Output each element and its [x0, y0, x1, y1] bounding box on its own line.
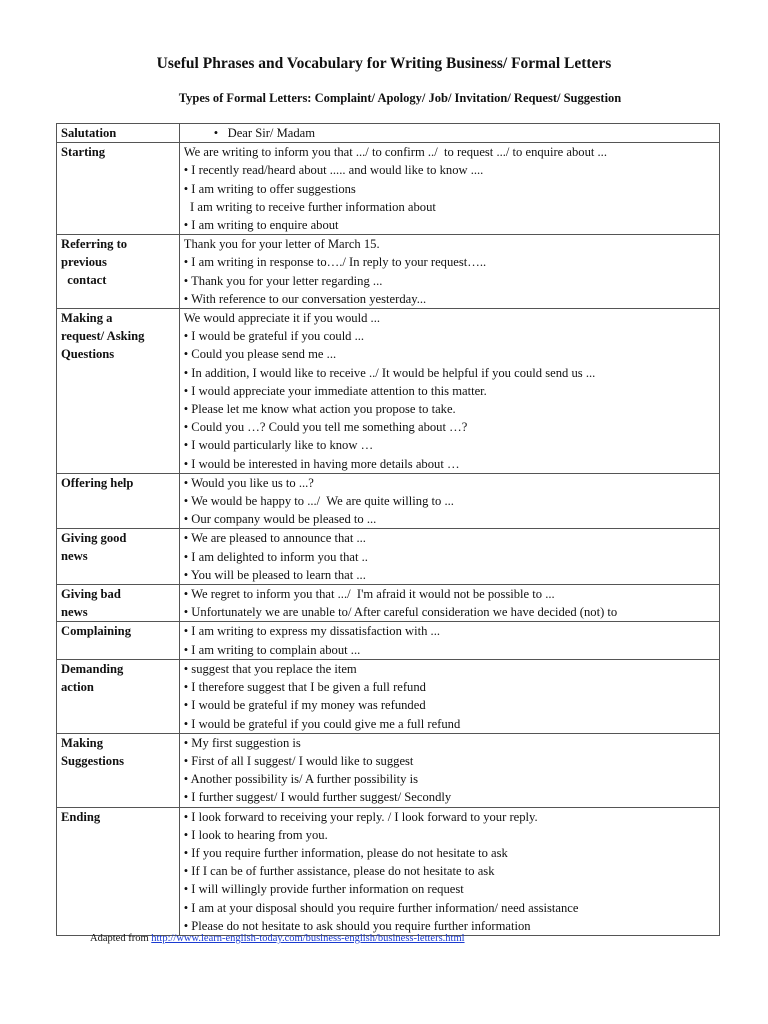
table-row	[57, 309, 720, 474]
table-row	[57, 659, 720, 733]
phrase-line: We are writing to inform you that .../ to confirm ../ to request .../ to enquire about ...	[183, 145, 607, 160]
phrases-cell	[179, 622, 719, 659]
phrases-cell	[179, 659, 719, 733]
phrase-line: • If I can be of further assistance, please do not hesitate to ask	[183, 864, 495, 879]
category-cell	[57, 733, 180, 807]
category-cell	[57, 124, 180, 143]
phrase-line: • I would particularly like to know …	[183, 438, 374, 453]
category-cell	[57, 235, 180, 309]
table-row	[57, 733, 720, 807]
category-cell	[57, 473, 180, 529]
phrases-cell	[179, 143, 719, 235]
phrases-cell	[179, 235, 719, 309]
table-row	[57, 235, 720, 309]
phrase-line: • We are pleased to announce that ...	[183, 531, 366, 546]
table-row	[57, 807, 720, 935]
phrase-line: • Thank you for your letter regarding ...	[183, 273, 383, 288]
phrase-line: • I recently read/heard about ..... and would like to know ....	[183, 163, 484, 178]
phrase-line: • I am writing to express my dissatisfaction with ...	[183, 624, 440, 639]
phrase-line: • First of all I suggest/ I would like to suggest	[183, 753, 414, 768]
category-label: news	[61, 549, 88, 564]
phrase-line: • Unfortunately we are unable to/ After careful consideration we have decided (not) to	[183, 605, 618, 620]
category-cell	[57, 309, 180, 474]
phrase-line: • Could you please send me ...	[183, 347, 337, 362]
category-label: Referring to	[61, 237, 128, 252]
table-row	[57, 529, 720, 585]
category-label: Demanding	[61, 661, 124, 676]
category-label: Ending	[61, 809, 101, 824]
phrases-cell	[179, 733, 719, 807]
phrase-line: • I would be grateful if you could ...	[183, 329, 365, 344]
phrase-line: • I would appreciate your immediate attention to this matter.	[183, 383, 487, 398]
phrases-table-body	[57, 124, 720, 936]
phrase-line: • I look to hearing from you.	[183, 827, 328, 842]
phrase-line: • I further suggest/ I would further suggest/ Secondly	[183, 790, 452, 805]
table-row	[57, 622, 720, 659]
phrase-line: • I am writing in response to…./ In reply to your request…..	[183, 255, 487, 270]
source-footer	[90, 933, 465, 944]
table-row	[57, 124, 720, 143]
category-label: Making	[61, 735, 103, 750]
phrase-line: • I would be grateful if you could give me a full refund	[183, 716, 461, 731]
category-label: Salutation	[61, 126, 117, 140]
phrase-line: • I am delighted to inform you that ..	[183, 549, 368, 564]
phrase-line: • If you require further information, please do not hesitate to ask	[183, 845, 508, 860]
category-label: action	[61, 679, 94, 694]
category-label: Questions	[61, 347, 115, 362]
category-label: request/ Asking	[61, 329, 145, 344]
phrases-cell	[179, 807, 719, 935]
category-label: Giving good	[61, 531, 127, 546]
phrase-line: • Our company would be pleased to ...	[183, 512, 377, 527]
phrases-table	[56, 123, 720, 936]
phrase-line: • In addition, I would like to receive ../ It would be helpful if you could send us ...	[183, 365, 596, 380]
phrase-line: • My first suggestion is	[183, 735, 301, 750]
phrase-line: • Could you …? Could you tell me something about …?	[183, 420, 468, 435]
phrase-line: • Would you like us to ...?	[183, 475, 314, 490]
source-link[interactable]: http://www.learn-english-today.com/business-english/business-letters.html	[151, 933, 465, 944]
category-cell	[57, 585, 180, 622]
footer-prefix: Adapted from	[90, 933, 152, 944]
category-label: Suggestions	[61, 753, 124, 768]
phrase-line: • suggest that you replace the item	[183, 661, 357, 676]
phrase-line: • I look forward to receiving your reply. / I look forward to your reply.	[183, 809, 538, 824]
table-row	[57, 585, 720, 622]
phrase-line: • We regret to inform you that .../ I'm afraid it would not be possible to ...	[183, 587, 555, 602]
phrases-cell	[179, 124, 719, 143]
phrase-line: • Please let me know what action you propose to take.	[183, 402, 456, 417]
category-label: Making a	[61, 311, 113, 326]
category-cell	[57, 622, 180, 659]
category-cell	[57, 529, 180, 585]
phrase-line: Thank you for your letter of March 15.	[183, 237, 380, 252]
table-row	[57, 143, 720, 235]
phrase-line: • I therefore suggest that I be given a full refund	[183, 680, 426, 695]
phrases-cell	[179, 309, 719, 474]
phrase-line: • Dear Sir/ Madam	[213, 126, 316, 140]
category-label: previous	[61, 255, 107, 270]
phrases-cell	[179, 529, 719, 585]
phrase-line: • You will be pleased to learn that ...	[183, 567, 366, 582]
phrase-line: • I am writing to enquire about	[183, 218, 339, 233]
phrase-line: I am writing to receive further information about	[183, 199, 436, 214]
category-label: Starting	[61, 145, 106, 160]
phrase-line: • I am writing to complain about ...	[183, 642, 361, 657]
phrase-line: • With reference to our conversation yesterday...	[183, 291, 427, 306]
phrase-line: • I would be grateful if my money was refunded	[183, 698, 426, 713]
category-label: Giving bad	[61, 587, 121, 602]
phrase-line: We would appreciate it if you would ...	[183, 311, 380, 326]
phrases-cell	[179, 585, 719, 622]
document-subtitle: Types of Formal Letters: Complaint/ Apology/ Job/ Invitation/ Request/ Suggestion	[178, 91, 622, 105]
document-title: Useful Phrases and Vocabulary for Writing Business/ Formal Letters	[156, 55, 612, 72]
phrase-line: • Another possibility is/ A further possibility is	[183, 772, 419, 787]
phrases-cell	[179, 473, 719, 529]
category-cell	[57, 659, 180, 733]
phrase-line: • We would be happy to .../ We are quite willing to ...	[183, 494, 454, 509]
category-label: Complaining	[61, 624, 131, 639]
phrase-line: • I am writing to offer suggestions	[183, 181, 356, 196]
phrase-line: • I am at your disposal should you require further information/ need assistance	[183, 900, 579, 915]
category-label: Offering help	[61, 475, 134, 490]
category-cell	[57, 807, 180, 935]
phrase-line: • I will willingly provide further information on request	[183, 882, 464, 897]
table-row	[57, 473, 720, 529]
category-label: news	[61, 605, 88, 620]
category-label: contact	[61, 273, 107, 288]
phrase-line: • I would be interested in having more details about …	[183, 456, 460, 471]
phrase-line: • Please do not hesitate to ask should you require further information	[183, 918, 531, 933]
category-cell	[57, 143, 180, 235]
